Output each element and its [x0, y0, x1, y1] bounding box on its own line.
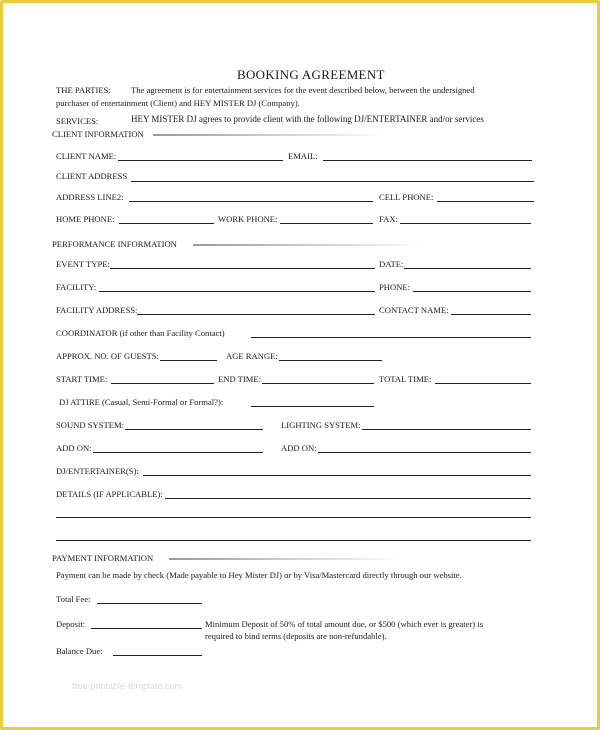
home-phone-label: HOME PHONE: [56, 214, 115, 224]
phone-field[interactable] [413, 291, 531, 292]
client-address-field[interactable] [131, 181, 534, 182]
deposit-field[interactable] [91, 628, 202, 629]
payment-note: Payment can be made by check (Made payable to Hey Mister DJ) or by Visa/Mastercard directly through our website. [56, 570, 462, 580]
fax-label: FAX: [379, 214, 398, 224]
age-range-label: AGE RANGE: [226, 351, 278, 361]
contact-name-field[interactable] [451, 314, 531, 315]
details-field-line-2[interactable] [56, 517, 531, 518]
deposit-note-2: required to bind terms (deposits are non-refundable). [205, 631, 387, 641]
client-info-heading: CLIENT INFORMATION [52, 129, 144, 139]
facility-label: FACILITY: [56, 282, 97, 292]
sound-system-label: SOUND SYSTEM: [56, 420, 125, 430]
dj-attire-label: DJ ATTIRE (Casual, Semi-Formal or Formal?): [59, 397, 224, 407]
facility-field[interactable] [99, 291, 375, 292]
dj-attire-field[interactable] [251, 406, 374, 407]
phone-label: PHONE: [379, 282, 411, 292]
dj-entertainers-label: DJ/ENTERTAINER(S): [56, 466, 139, 476]
address-line2-field[interactable] [129, 201, 373, 202]
balance-due-label: Balance Due: [56, 646, 103, 656]
cell-phone-label: CELL PHONE: [379, 192, 434, 202]
services-text: HEY MISTER DJ agrees to provide client with the following DJ/ENTERTAINER and/or services [131, 114, 484, 124]
lighting-system-label: LIGHTING SYSTEM: [281, 420, 361, 430]
contact-name-label: CONTACT NAME: [379, 305, 449, 315]
section-divider [169, 558, 399, 560]
start-time-label: START TIME: [56, 374, 108, 384]
details-field-line-1[interactable] [165, 498, 531, 499]
facility-address-field[interactable] [137, 314, 375, 315]
add-on-label-2: ADD ON: [281, 443, 317, 453]
total-fee-field[interactable] [97, 603, 202, 604]
deposit-label: Deposit: [56, 619, 86, 629]
client-address-label: CLIENT ADDRESS [56, 171, 128, 181]
end-time-label: END TIME: [218, 374, 262, 384]
cell-phone-field[interactable] [437, 201, 534, 202]
section-divider [193, 244, 423, 246]
total-time-label: TOTAL TIME: [379, 374, 432, 384]
lighting-system-field[interactable] [362, 429, 531, 430]
form-title: BOOKING AGREEMENT [237, 67, 385, 82]
watermark: free-printable-template.com [72, 681, 183, 691]
home-phone-field[interactable] [119, 223, 214, 224]
deposit-note-1: Minimum Deposit of 50% of total amount due, or $500 (which ever is greater) is [205, 619, 484, 629]
booking-agreement-form [3, 3, 597, 727]
facility-address-label: FACILITY ADDRESS: [56, 305, 138, 315]
parties-text-2: purchaser of entertainment (Client) and HEY MISTER DJ (Company). [56, 98, 300, 108]
work-phone-field[interactable] [280, 223, 373, 224]
add-on-field-1[interactable] [93, 452, 263, 453]
payment-info-heading: PAYMENT INFORMATION [52, 553, 154, 563]
approx-guests-label: APPROX. NO. OF GUESTS: [56, 351, 159, 361]
date-label: DATE: [379, 259, 404, 269]
event-type-label: EVENT TYPE: [56, 259, 110, 269]
coordinator-field[interactable] [251, 337, 531, 338]
services-label: SERVICES: [56, 116, 99, 126]
add-on-field-2[interactable] [318, 452, 531, 453]
age-range-field[interactable] [279, 360, 382, 361]
coordinator-label: COORDINATOR (if other than Facility Contact) [56, 328, 225, 338]
details-field-line-3[interactable] [56, 540, 531, 541]
fax-field[interactable] [400, 223, 531, 224]
section-divider [153, 134, 383, 136]
email-label: EMAIL: [288, 151, 318, 161]
total-time-field[interactable] [435, 383, 531, 384]
details-label: DETAILS (IF APPLICABLE): [56, 489, 163, 499]
sound-system-field[interactable] [125, 429, 263, 430]
approx-guests-field[interactable] [160, 360, 217, 361]
end-time-field[interactable] [262, 383, 374, 384]
start-time-field[interactable] [111, 383, 214, 384]
parties-text-1: The agreement is for entertainment services for the event described below, between the undersigned [131, 85, 475, 95]
client-name-field[interactable] [118, 160, 283, 161]
parties-label: THE PARTIES: [56, 85, 111, 95]
balance-due-field[interactable] [113, 655, 202, 656]
add-on-label-1: ADD ON: [56, 443, 92, 453]
work-phone-label: WORK PHONE: [218, 214, 278, 224]
event-type-field[interactable] [110, 268, 375, 269]
client-name-label: CLIENT NAME: [56, 151, 117, 161]
performance-info-heading: PERFORMANCE INFORMATION [52, 239, 177, 249]
dj-entertainers-field[interactable] [143, 475, 531, 476]
date-field[interactable] [404, 268, 531, 269]
address-line2-label: ADDRESS LINE2: [56, 192, 124, 202]
total-fee-label: Total Fee: [56, 594, 91, 604]
email-field[interactable] [323, 160, 532, 161]
